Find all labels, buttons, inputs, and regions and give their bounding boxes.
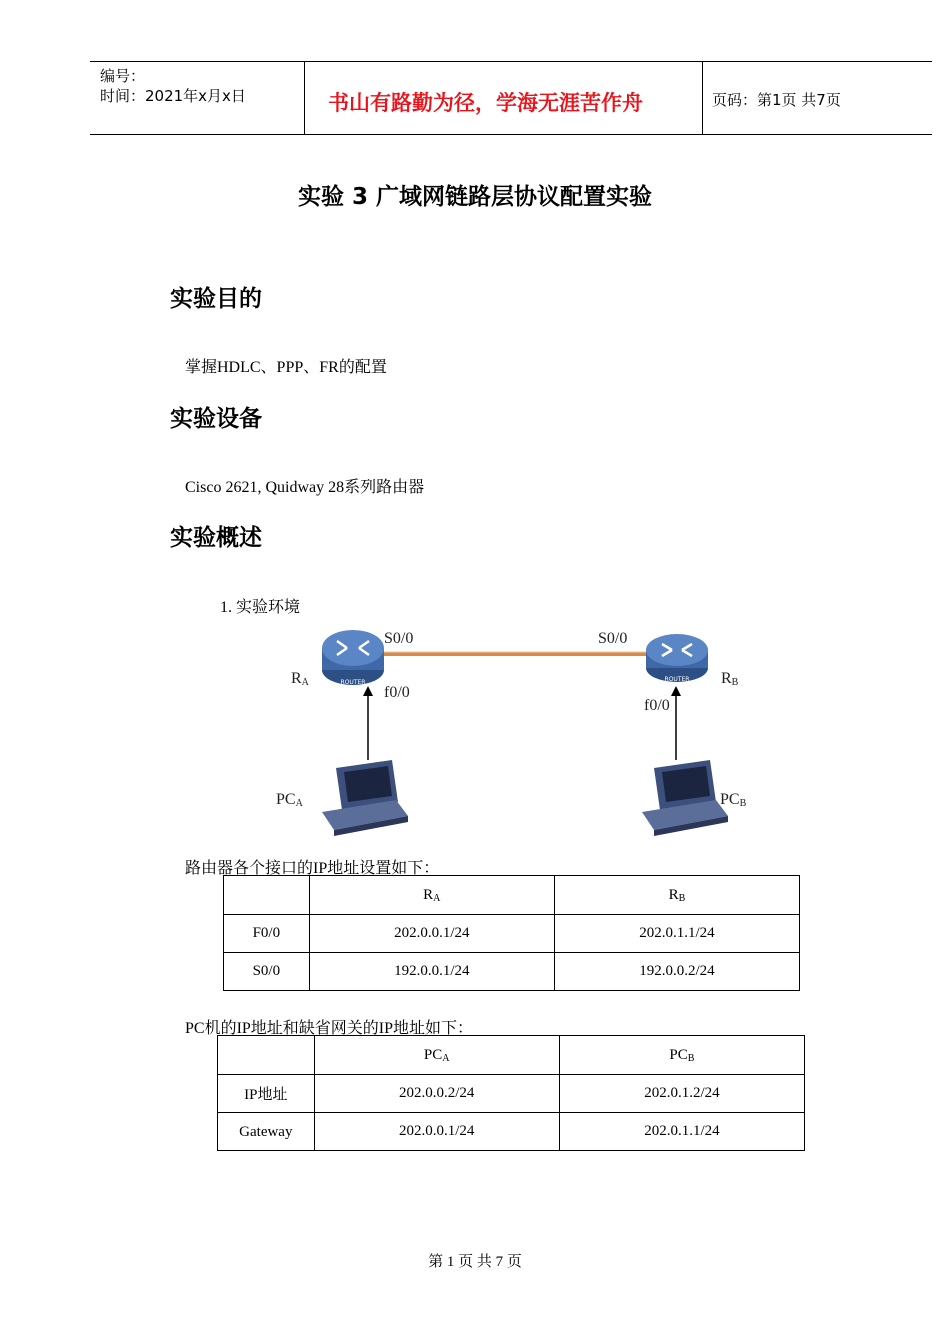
table1-caption: 路由器各个接口的IP地址设置如下： <box>185 860 440 877</box>
table-cell: 202.0.1.2/24 <box>559 1075 804 1113</box>
section-heading-equipment: 实验设备 <box>170 406 262 432</box>
overview-item: 1. 实验环境 <box>220 599 301 616</box>
router-b-serial-label: S0/0 <box>598 630 628 647</box>
header-motto: 书山有路勤为径，学海无涯苦作舟 <box>328 91 643 115</box>
router-badge: ROUTER <box>340 679 366 686</box>
router-b-eth-label: f0/0 <box>644 697 670 714</box>
row-label: S0/0 <box>224 953 310 991</box>
table-header-cell: $R_B$ <box>554 876 799 915</box>
table-header-cell: $PC_A$ <box>314 1036 559 1075</box>
section-heading-overview: 实验概述 <box>170 525 262 551</box>
router-a-icon <box>322 630 384 686</box>
table-cell: 202.0.1.1/24 <box>554 915 799 953</box>
pc-a-icon <box>322 760 408 836</box>
table-cell: 192.0.0.1/24 <box>309 953 554 991</box>
table-header-row <box>218 1036 805 1075</box>
pc-a-label: $PC_A$ <box>276 791 303 809</box>
router-a-label: $R_A$ <box>291 670 309 688</box>
router-badge: ROUTER <box>664 676 690 683</box>
row-label: F0/0 <box>224 915 310 953</box>
row-label: Gateway <box>218 1113 315 1151</box>
table-row <box>224 915 800 953</box>
document-title: 实验 3 广域网链路层协议配置实验 <box>297 184 653 210</box>
table-header-cell: $PC_B$ <box>559 1036 804 1075</box>
table-header-cell: $R_A$ <box>309 876 554 915</box>
table-header-row <box>224 876 800 915</box>
router-b-label: $R_B$ <box>721 670 739 688</box>
router-a-eth-label: f0/0 <box>384 684 410 701</box>
pc-b-label: $PC_B$ <box>720 791 747 809</box>
table-cell: 192.0.0.2/24 <box>554 953 799 991</box>
equipment-text: Cisco 2621, Quidway 28系列路由器 <box>185 479 425 496</box>
table-cell: 202.0.0.1/24 <box>309 915 554 953</box>
table-cell: 202.0.0.2/24 <box>314 1075 559 1113</box>
table-row <box>224 953 800 991</box>
pc-ip-table <box>217 1035 805 1151</box>
row-label: IP地址 <box>218 1075 315 1113</box>
router-ip-table <box>223 875 800 991</box>
document-time-label: 时间：2021年x月x日 <box>100 87 246 105</box>
header-page-number: 页码：第1页 共7页 <box>712 91 841 109</box>
table-row <box>218 1075 805 1113</box>
pc-b-icon <box>642 760 728 836</box>
section-heading-purpose: 实验目的 <box>170 286 262 312</box>
table2-caption: PC机的IP地址和缺省网关的IP地址如下： <box>185 1020 474 1037</box>
router-a-serial-label: S0/0 <box>384 630 414 647</box>
table-row <box>218 1113 805 1151</box>
page-footer: 第 1 页 共 7 页 <box>428 1254 522 1270</box>
router-b-icon <box>646 634 708 683</box>
purpose-text: 掌握HDLC、PPP、FR的配置 <box>185 359 387 376</box>
table-cell: 202.0.0.1/24 <box>314 1113 559 1151</box>
table-cell: 202.0.1.1/24 <box>559 1113 804 1151</box>
document-number-label: 编号： <box>100 67 146 85</box>
